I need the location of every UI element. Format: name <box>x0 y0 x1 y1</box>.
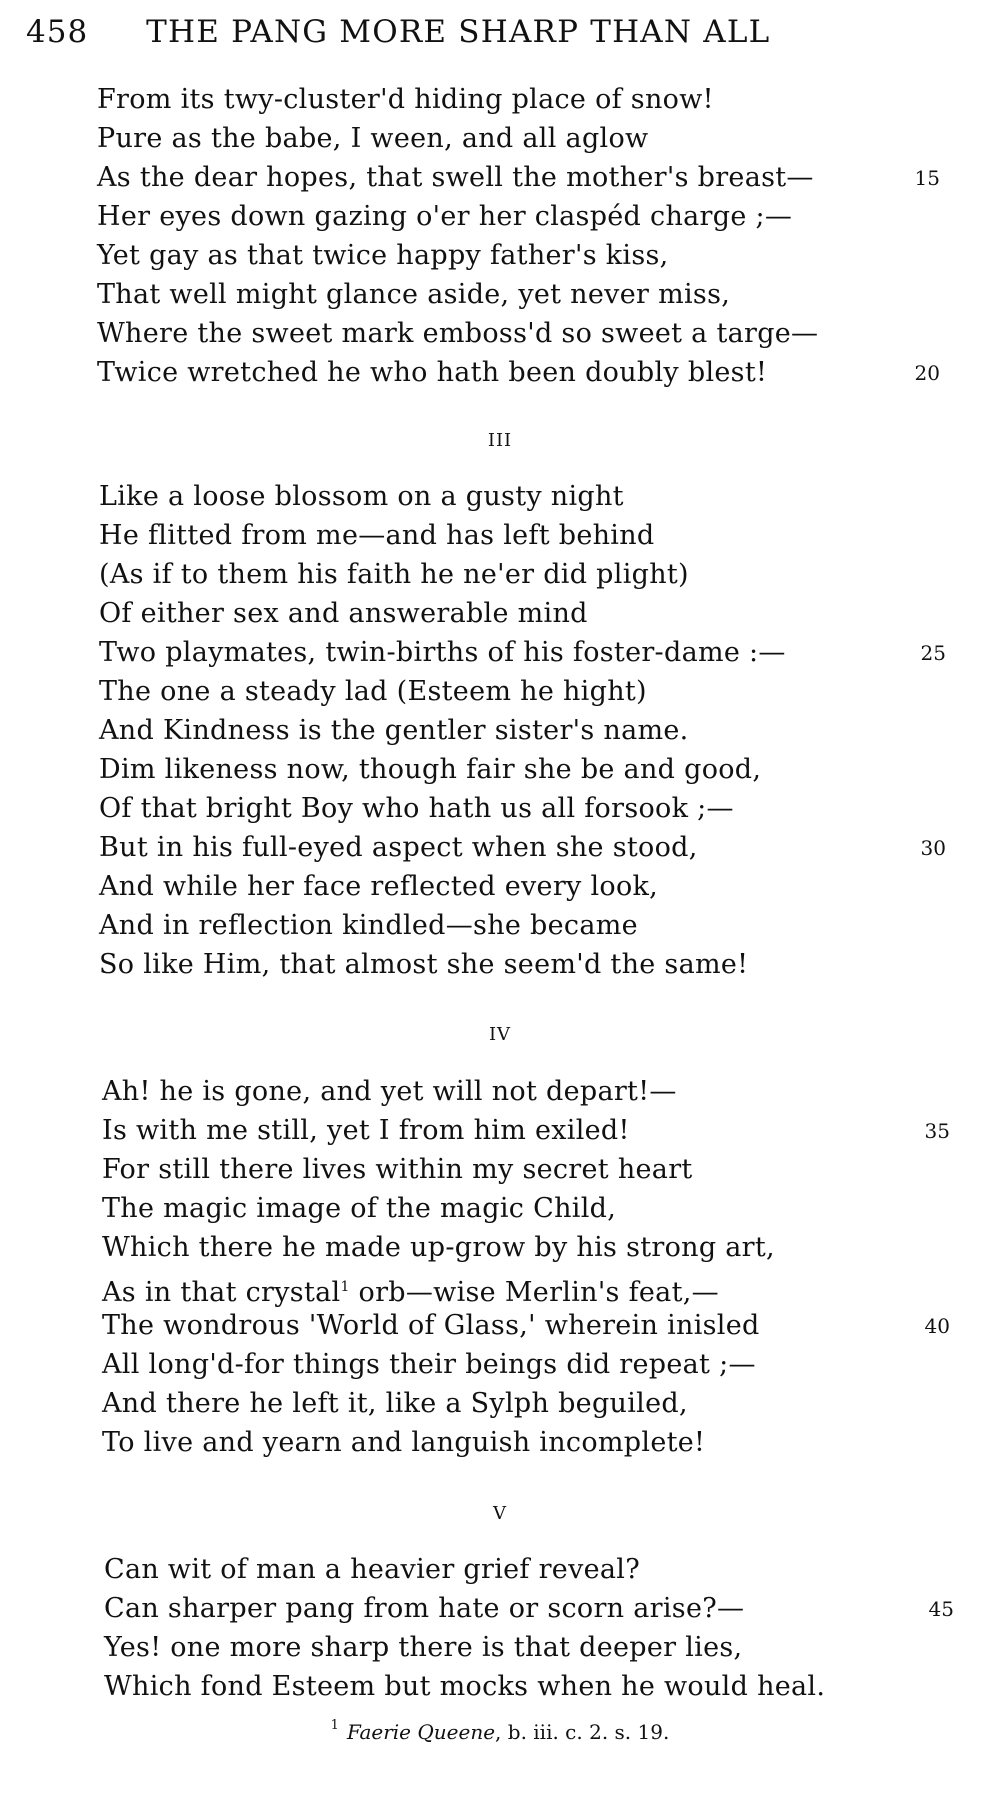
verse-line <box>0 276 1000 314</box>
footnote-marker: 1 <box>330 1718 339 1734</box>
verse-line-text: Of that bright Boy who hath us all forsook ;— <box>99 793 734 824</box>
verse-line <box>0 868 1000 906</box>
line-number: 20 <box>914 361 940 385</box>
line-number: 40 <box>924 1314 950 1338</box>
verse-line-text: Can sharper pang from hate or scorn arise?— <box>104 1593 745 1624</box>
page-number: 458 <box>26 14 89 50</box>
verse-line <box>0 1151 1000 1189</box>
verse-line <box>0 790 1000 828</box>
verse-line-text: The one a steady lad (Esteem he hight) <box>99 676 647 707</box>
verse-line-text: And in reflection kindled—she became <box>99 910 638 941</box>
verse-line-text: As the dear hopes, that swell the mother's breast— <box>97 162 814 193</box>
verse-line <box>0 315 1000 353</box>
verse-line-text: And Kindness is the gentler sister's name. <box>99 715 689 746</box>
stanza-number: IV <box>488 1024 512 1045</box>
line-number: 35 <box>924 1119 950 1143</box>
verse-line-text: Yes! one more sharp there is that deeper lies, <box>104 1632 743 1663</box>
running-title: THE PANG MORE SHARP THAN ALL <box>146 14 771 50</box>
verse-line <box>0 1590 1000 1628</box>
verse-line <box>0 478 1000 516</box>
verse-line-text: Of either sex and answerable mind <box>99 598 588 629</box>
verse-line-text: Two playmates, twin-births of his foster-dame :— <box>99 637 786 668</box>
verse-line-text: And while her face reflected every look, <box>99 871 659 902</box>
verse-line <box>0 1424 1000 1462</box>
verse-line <box>0 1629 1000 1667</box>
stanza-number: III <box>487 430 513 451</box>
running-head <box>26 14 856 54</box>
verse-line-text: Where the sweet mark emboss'd so sweet a targe— <box>97 318 819 349</box>
verse-line <box>0 1112 1000 1150</box>
verse-line-text: (As if to them his faith he ne'er did plight) <box>99 559 689 590</box>
verse-line-text: Pure as the babe, I ween, and all aglow <box>97 123 649 154</box>
verse-line <box>0 1307 1000 1345</box>
line-number: 15 <box>914 166 940 190</box>
verse-line-text: Can wit of man a heavier grief reveal? <box>104 1554 641 1585</box>
verse-line <box>0 1551 1000 1589</box>
footnote-reference: 1 <box>340 1279 350 1295</box>
verse-line <box>0 1346 1000 1384</box>
verse-line <box>0 237 1000 275</box>
verse-line-text: Twice wretched he who hath been doubly blest! <box>97 357 768 388</box>
verse-line-text <box>102 1268 719 1312</box>
verse-line <box>0 81 1000 119</box>
verse-text-after-ref: orb—wise Merlin's feat,— <box>349 1277 719 1308</box>
verse-line <box>0 517 1000 555</box>
line-number: 45 <box>928 1597 954 1621</box>
footnote <box>0 1720 1000 1744</box>
verse-line-text: That well might glance aside, yet never miss, <box>97 279 731 310</box>
verse-line <box>0 120 1000 158</box>
verse-line-text: The wondrous 'World of Glass,' wherein inisled <box>102 1310 760 1341</box>
verse-line <box>0 673 1000 711</box>
verse-line-text: And there he left it, like a Sylph beguiled, <box>102 1388 688 1419</box>
stanza-number: V <box>493 1503 507 1524</box>
verse-line-text: Dim likeness now, though fair she be and good, <box>99 754 762 785</box>
verse-line-text: All long'd-for things their beings did repeat ;— <box>102 1349 756 1380</box>
verse-line-text: For still there lives within my secret heart <box>102 1154 693 1185</box>
verse-line-text: Like a loose blossom on a gusty night <box>99 481 624 512</box>
verse-line-text: From its twy-cluster'd hiding place of snow! <box>97 84 714 115</box>
verse-line <box>0 1190 1000 1228</box>
footnote-citation: , b. iii. c. 2. s. 19. <box>495 1720 670 1744</box>
verse-line <box>0 159 1000 197</box>
verse-line <box>0 354 1000 392</box>
verse-line-text: The magic image of the magic Child, <box>102 1193 617 1224</box>
line-number: 25 <box>920 641 946 665</box>
verse-line-text: Is with me still, yet I from him exiled! <box>102 1115 630 1146</box>
verse-line-text: Yet gay as that twice happy father's kiss, <box>97 240 669 271</box>
verse-line <box>0 198 1000 236</box>
verse-line-text: He flitted from me—and has left behind <box>99 520 655 551</box>
verse-line <box>0 1668 1000 1706</box>
verse-line <box>0 1229 1000 1267</box>
verse-line <box>0 751 1000 789</box>
verse-line <box>0 556 1000 594</box>
verse-line-text: Her eyes down gazing o'er her claspéd charge ;— <box>97 201 793 232</box>
verse-line-text: But in his full-eyed aspect when she stood, <box>99 832 698 863</box>
verse-line-text: Which fond Esteem but mocks when he would heal. <box>104 1671 826 1702</box>
verse-line <box>0 712 1000 750</box>
verse-line <box>0 907 1000 945</box>
verse-line-text: Which there he made up-grow by his strong art, <box>102 1232 775 1263</box>
verse-line-text: Ah! he is gone, and yet will not depart!— <box>102 1076 677 1107</box>
verse-line-text: So like Him, that almost she seem'd the same! <box>99 949 749 980</box>
verse-line <box>0 946 1000 984</box>
verse-line <box>0 1073 1000 1111</box>
verse-text-before-ref: As in that crystal <box>102 1277 341 1308</box>
line-number: 30 <box>920 836 946 860</box>
verse-line <box>0 595 1000 633</box>
verse-line <box>0 829 1000 867</box>
verse-line-text: To live and yearn and languish incomplete! <box>102 1427 706 1458</box>
footnote-title: Faerie Queene <box>346 1720 496 1744</box>
verse-line <box>0 1268 1000 1306</box>
verse-line <box>0 634 1000 672</box>
verse-line <box>0 1385 1000 1423</box>
